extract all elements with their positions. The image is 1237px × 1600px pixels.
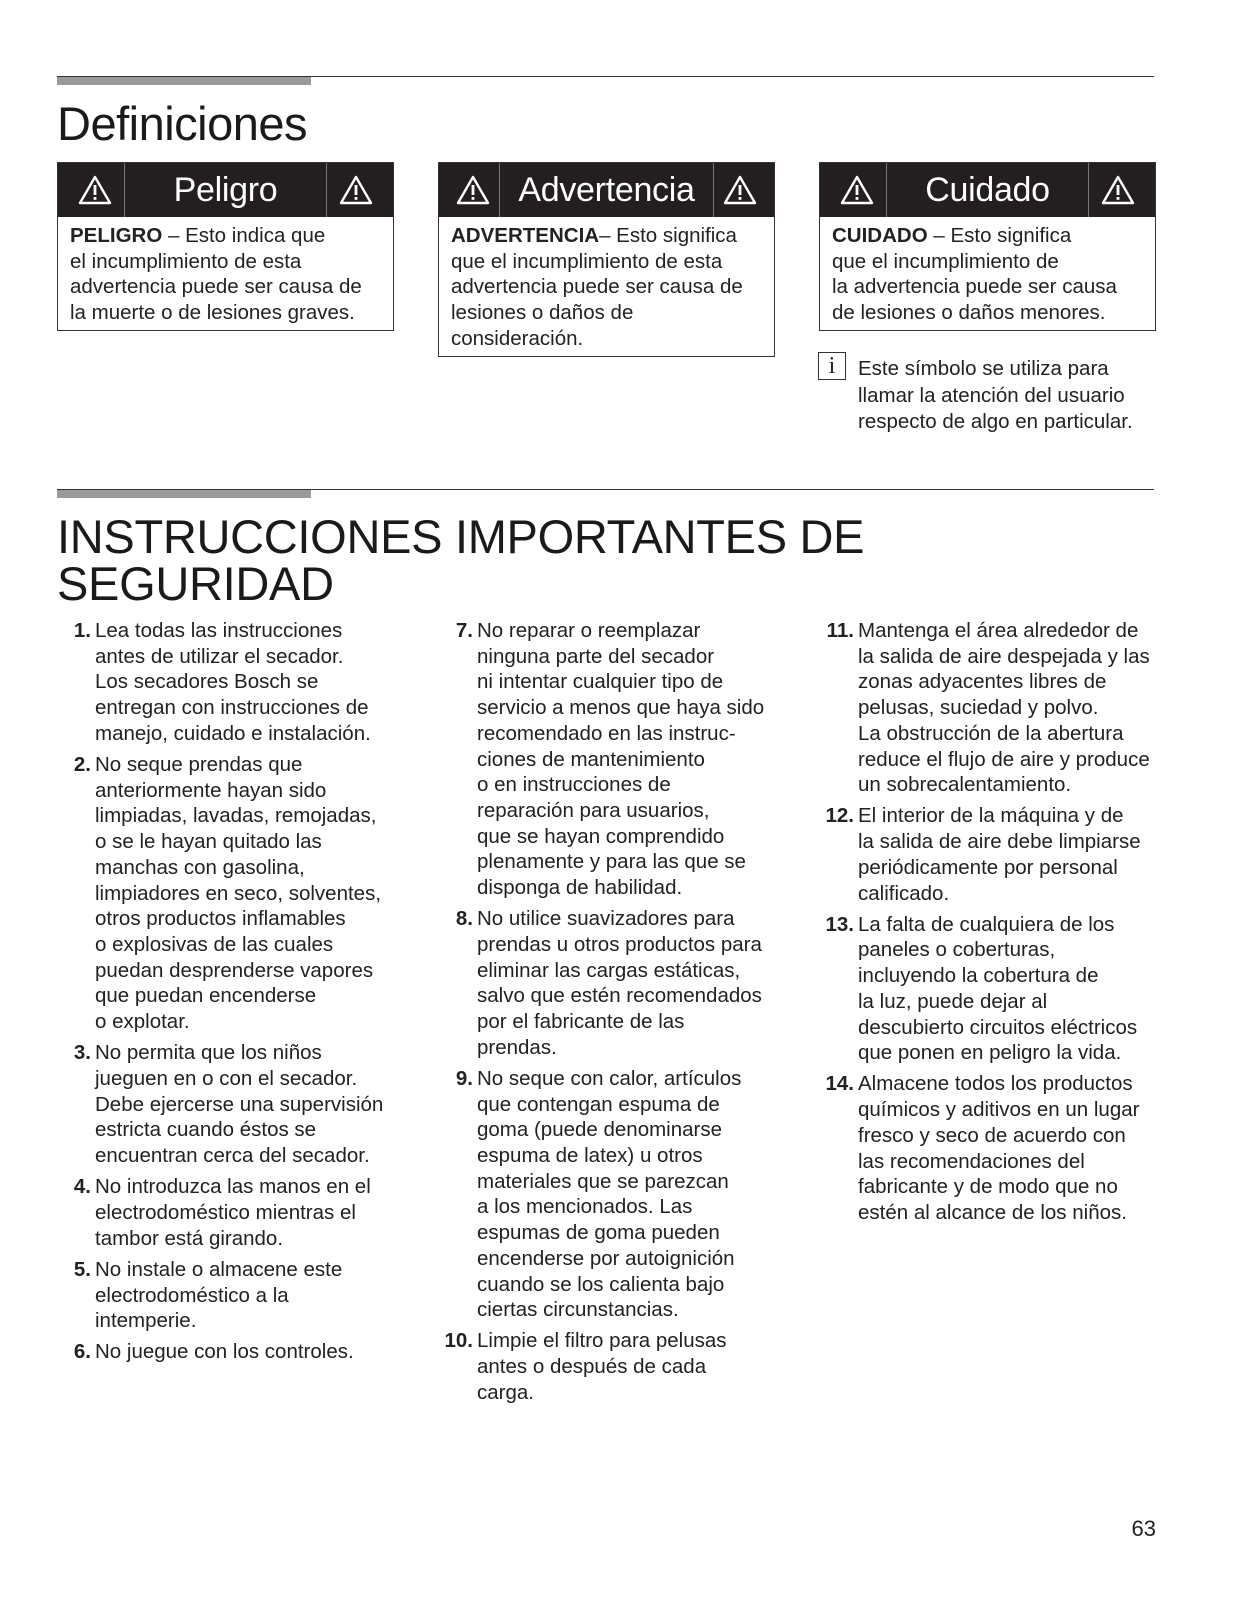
- warning-triangle-icon: [66, 163, 124, 217]
- instruction-number: 13.: [825, 912, 854, 936]
- instruction-item: [439, 1066, 784, 1323]
- instruction-item: [57, 1257, 402, 1334]
- definition-line: advertencia puede ser causa de: [451, 275, 743, 299]
- instruction-item: [439, 618, 784, 901]
- instruction-line: espuma de latex) u otros: [477, 1144, 703, 1168]
- instruction-line: No juegue con los controles.: [95, 1340, 354, 1364]
- definition-header: [820, 163, 1155, 217]
- instruction-line: manchas con gasolina,: [95, 855, 305, 879]
- instruction-line: fresco y seco de acuerdo con: [858, 1123, 1126, 1147]
- instruction-line: prendas u otros productos para: [477, 932, 762, 956]
- instruction-line: las recomendaciones del: [858, 1149, 1085, 1173]
- instruction-line: Debe ejercerse una supervisión: [95, 1092, 384, 1116]
- instruction-item: [57, 1174, 402, 1251]
- definition-text: [820, 217, 1155, 330]
- definition-line: que el incumplimiento de esta: [451, 249, 723, 273]
- instruction-number: 1.: [73, 619, 91, 642]
- instruction-line: calificado.: [858, 881, 950, 905]
- warning-triangle-icon: [1089, 163, 1147, 217]
- info-text: [858, 356, 1158, 436]
- instruction-line: No seque con calor, artículos: [477, 1066, 742, 1090]
- instruction-number: 3.: [73, 1041, 91, 1065]
- instruction-line: No seque prendas que: [95, 753, 303, 777]
- instruction-line: que puedan encenderse: [95, 984, 317, 1008]
- instruction-line: otros productos inflamables: [95, 907, 346, 931]
- definition-heading: Peligro: [173, 170, 278, 209]
- instructions-column: [439, 618, 784, 1411]
- instruction-line: La falta de cualquiera de los: [858, 912, 1115, 936]
- instruction-line: No utilice suavizadores para: [477, 907, 735, 931]
- definition-header: [439, 163, 774, 217]
- instruction-line: jueguen en o con el secador.: [95, 1066, 358, 1090]
- instruction-line: por el fabricante de las: [477, 1010, 685, 1034]
- instruction-line: encenderse por autoignición: [477, 1246, 735, 1270]
- instruction-item: [820, 1071, 1165, 1225]
- instruction-line: disponga de habilidad.: [477, 876, 683, 900]
- instruction-line: ni intentar cualquier tipo de: [477, 670, 724, 694]
- instruction-item: [439, 906, 784, 1060]
- instruction-line: No permita que los niños: [95, 1041, 322, 1065]
- instruction-number: 5.: [73, 1257, 91, 1281]
- instruction-number: 9.: [455, 1066, 473, 1090]
- instruction-number: 11.: [826, 619, 854, 642]
- instruction-line: que ponen en peligro la vida.: [858, 1041, 1122, 1065]
- instruction-line: pelusas, suciedad y polvo.: [858, 696, 1099, 720]
- instruction-number: 10.: [444, 1329, 473, 1353]
- definition-heading: Advertencia: [518, 170, 695, 209]
- instruction-number: 6.: [73, 1340, 91, 1364]
- instruction-item: [820, 618, 1165, 798]
- instruction-line: un sobrecalentamiento.: [858, 773, 1072, 797]
- definition-line: lesiones o daños de: [451, 301, 634, 325]
- definition-line: – Esto significa: [599, 224, 737, 247]
- instruction-line: o en instrucciones de: [477, 773, 671, 797]
- definition-line: el incumplimiento de esta: [70, 249, 302, 273]
- instruction-line: químicos y aditivos en un lugar: [858, 1098, 1140, 1122]
- instruction-line: prendas.: [477, 1035, 557, 1059]
- instruction-line: No reparar o reemplazar: [477, 619, 701, 642]
- instruction-line: que contengan espuma de: [477, 1092, 720, 1116]
- definition-line: advertencia puede ser causa de: [70, 275, 362, 299]
- instruction-line: tambor está girando.: [95, 1226, 284, 1250]
- warning-triangle-icon: [828, 163, 886, 217]
- definition-lead: PELIGRO: [70, 224, 163, 247]
- definition-line: la advertencia puede ser causa: [832, 275, 1117, 299]
- safety-title-line: INSTRUCCIONES IMPORTANTES DE: [57, 510, 865, 563]
- instruction-item: [57, 618, 402, 747]
- instruction-item: [57, 1040, 402, 1169]
- instruction-line: ciertas circunstancias.: [477, 1298, 679, 1322]
- definition-line: consideración.: [451, 326, 584, 350]
- info-line: Este símbolo se utiliza para: [858, 357, 1109, 380]
- instruction-line: Limpie el filtro para pelusas: [477, 1329, 727, 1353]
- instruction-line: manejo, cuidado e instalación.: [95, 721, 371, 745]
- instruction-line: limpiadas, lavadas, remojadas,: [95, 804, 377, 828]
- instruction-line: o se le hayan quitado las: [95, 830, 322, 854]
- definition-header: [58, 163, 393, 217]
- definition-text: [439, 217, 774, 356]
- instruction-line: recomendado en las instruc-: [477, 721, 736, 745]
- instruction-line: ninguna parte del secador: [477, 644, 715, 668]
- definition-heading: Cuidado: [925, 170, 1050, 209]
- instruction-line: la salida de aire debe limpiarse: [858, 830, 1141, 854]
- instruction-line: encuentran cerca del secador.: [95, 1144, 370, 1168]
- instruction-line: antes de utilizar el secador.: [95, 644, 344, 668]
- instruction-line: limpiadores en seco, solventes,: [95, 881, 382, 905]
- instruction-number: 12.: [825, 804, 854, 828]
- instruction-line: Almacene todos los productos: [858, 1072, 1133, 1096]
- definition-line: – Esto indica que: [167, 224, 326, 247]
- safety-title: [57, 510, 865, 610]
- instructions-column: [820, 618, 1165, 1231]
- instruction-line: espumas de goma pueden: [477, 1221, 720, 1245]
- instruction-number: 8.: [455, 907, 473, 931]
- warning-triangle-icon: [327, 163, 385, 217]
- instruction-line: salvo que estén recomendados: [477, 984, 762, 1008]
- instruction-item: [820, 803, 1165, 906]
- instruction-line: Mantenga el área alrededor de: [858, 619, 1139, 642]
- info-line: llamar la atención del usuario: [858, 383, 1125, 407]
- instruction-line: la luz, puede dejar al: [858, 989, 1048, 1013]
- instruction-line: No introduzca las manos en el: [95, 1175, 371, 1199]
- definition-lead: ADVERTENCIA: [451, 224, 600, 247]
- instruction-line: o explotar.: [95, 1010, 190, 1034]
- instruction-line: eliminar las cargas estáticas,: [477, 958, 741, 982]
- instruction-line: anteriormente hayan sido: [95, 778, 327, 802]
- instruction-number: 14.: [825, 1072, 854, 1096]
- definition-lead: CUIDADO: [832, 224, 928, 247]
- instruction-line: Lea todas las instrucciones: [95, 619, 343, 642]
- instruction-line: fabricante y de modo que no: [858, 1175, 1118, 1199]
- instruction-line: Los secadores Bosch se: [95, 670, 319, 694]
- instruction-number: 4.: [73, 1175, 91, 1199]
- instruction-line: estricta cuando éstos se: [95, 1118, 317, 1142]
- section-divider-accent: [57, 490, 311, 498]
- instruction-line: La obstrucción de la abertura: [858, 721, 1124, 745]
- instruction-item: [57, 1339, 402, 1365]
- info-line: respecto de algo en particular.: [858, 410, 1133, 433]
- instruction-line: la salida de aire despejada y las: [858, 644, 1150, 668]
- section-divider-accent: [57, 77, 311, 85]
- instruction-line: a los mencionados. Las: [477, 1195, 693, 1219]
- definitions-title: Definiciones: [57, 97, 308, 150]
- instruction-line: ciones de mantenimiento: [477, 747, 705, 771]
- instruction-item: [439, 1328, 784, 1405]
- definition-box-advertencia: [438, 162, 775, 357]
- safety-title-line: SEGURIDAD: [57, 557, 334, 610]
- definition-box-cuidado: [819, 162, 1156, 331]
- instruction-line: servicio a menos que haya sido: [477, 696, 765, 720]
- instruction-line: plenamente y para las que se: [477, 850, 746, 874]
- instruction-line: No instale o almacene este: [95, 1257, 343, 1281]
- instruction-line: carga.: [477, 1380, 534, 1404]
- instruction-line: paneles o coberturas,: [858, 938, 1056, 962]
- instruction-item: [57, 752, 402, 1035]
- page-number: 63: [1131, 1516, 1156, 1541]
- instruction-line: que se hayan comprendido: [477, 824, 725, 848]
- instruction-line: intemperie.: [95, 1309, 197, 1333]
- instruction-line: reduce el flujo de aire y produce: [858, 747, 1150, 771]
- definition-line: – Esto significa: [933, 224, 1072, 247]
- instruction-line: entregan con instrucciones de: [95, 696, 369, 720]
- instruction-line: o explosivas de las cuales: [95, 932, 334, 956]
- instruction-line: goma (puede denominarse: [477, 1118, 723, 1142]
- instruction-line: reparación para usuarios,: [477, 798, 710, 822]
- instruction-line: El interior de la máquina y de: [858, 804, 1124, 828]
- instruction-line: puedan desprenderse vapores: [95, 958, 374, 982]
- instruction-line: cuando se los calienta bajo: [477, 1272, 725, 1296]
- instruction-line: electrodoméstico a la: [95, 1283, 289, 1307]
- instruction-line: estén al alcance de los niños.: [858, 1200, 1127, 1224]
- instructions-column: [57, 618, 402, 1371]
- instruction-line: periódicamente por personal: [858, 855, 1118, 879]
- warning-triangle-icon: [714, 163, 766, 217]
- instruction-number: 2.: [73, 753, 91, 777]
- instruction-line: materiales que se parezcan: [477, 1169, 729, 1193]
- info-icon: i: [818, 352, 846, 380]
- instruction-line: antes o después de cada: [477, 1355, 707, 1379]
- definition-line: que el incumplimiento de: [832, 249, 1059, 273]
- instruction-line: electrodoméstico mientras el: [95, 1200, 356, 1224]
- warning-triangle-icon: [447, 163, 499, 217]
- instruction-line: zonas adyacentes libres de: [858, 670, 1107, 694]
- definition-box-peligro: [57, 162, 394, 331]
- instruction-line: descubierto circuitos eléctricos: [858, 1015, 1138, 1039]
- instruction-number: 7.: [455, 619, 473, 642]
- definition-line: de lesiones o daños menores.: [832, 301, 1106, 325]
- definition-line: la muerte o de lesiones graves.: [70, 301, 355, 325]
- instruction-line: incluyendo la cobertura de: [858, 964, 1099, 988]
- instruction-item: [820, 912, 1165, 1066]
- definition-text: [58, 217, 393, 330]
